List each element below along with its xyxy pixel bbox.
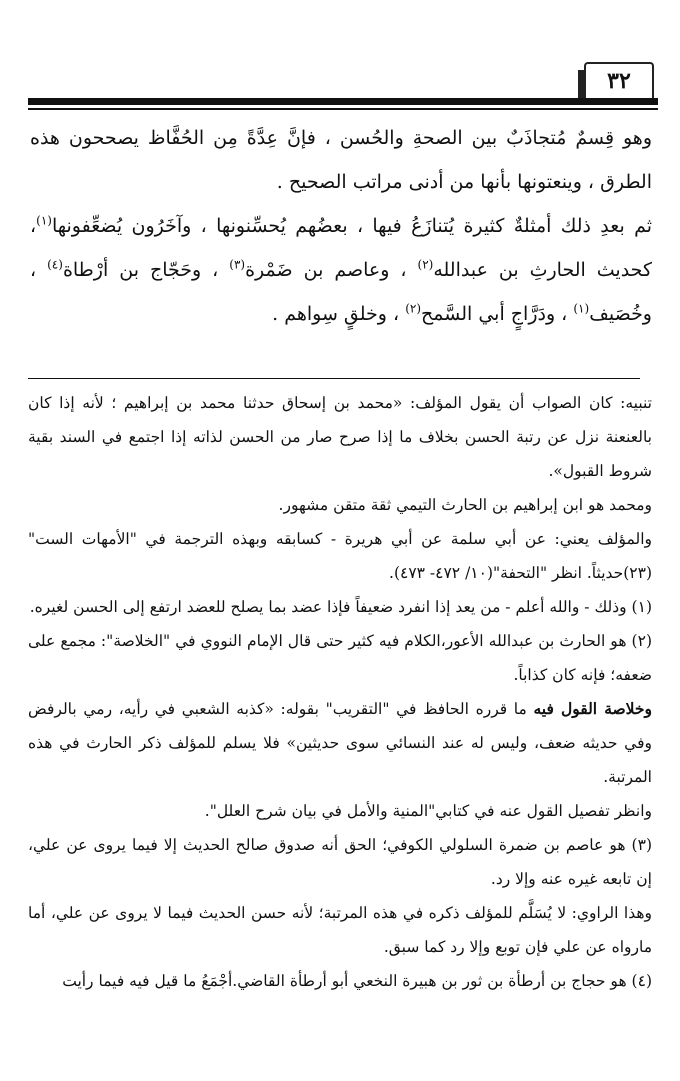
note-text: هو حجاج بن أرطأة بن ثور بن هبيرة النخعي أبو أرطأة القاضي.أجْمَعُ ما قيل فيه فيما رأيت: [62, 972, 632, 990]
footnote-separator: [28, 378, 640, 379]
page-number-tab: [584, 62, 654, 98]
footnotes: [28, 386, 652, 998]
note-text: هو الحارث بن عبدالله الأعور،الكلام فيه كثير حتى قال الإمام النووي في "الخلاصة": مجمع على ضعفه؛ فإنه كان كذاباً.: [28, 632, 652, 684]
footnote-ref-1: (١): [36, 213, 52, 228]
main-paragraph-1: وهو قِسمٌ مُتجاذَبٌ بين الصحةِ والحُسن ، فإنَّ عِدَّةً مِن الحُفَّاظ يصححون هذه الطرق ، وينعتونها بأنها من أدنى مراتب الصحيح .: [30, 127, 652, 193]
main-text-run: ، وحَجّاج بن أرْطاة: [62, 259, 230, 281]
note-unzur: وانظر تفصيل القول عنه في كتابي"المنية والأمل في بيان شرح العلل".: [204, 802, 652, 820]
footnote-number: (٤): [631, 972, 652, 990]
note-label: وخلاصة القول فيه: [533, 699, 653, 718]
main-text: [30, 116, 652, 336]
footnote-2: [28, 624, 652, 692]
note-muhammad: ومحمد هو ابن إبراهيم بن الحارث التيمي ثقة متقن مشهور.: [278, 496, 652, 514]
footnote-number: (١): [631, 598, 652, 616]
note-rawi: وهذا الراوي: لا يُسَلَّم للمؤلف ذكره في هذه المرتبة؛ لأنه حسن الحديث فيما لا يروى عن علي، أما مارواه عن علي فإن توبع وإلا رد كما سبق.: [28, 904, 652, 956]
header-rule-thin: [28, 108, 658, 110]
header-rule: [28, 98, 658, 105]
footnote-3: [28, 828, 652, 896]
note-text: وذلك - والله أعلم - من يعد إذا انفرد ضعيفاً فإذا عضد بما يصلح للعضد ارتفع إلى الحسن لغيره.: [29, 598, 632, 616]
main-text-run: ، وعاصم بن ضَمْرة: [245, 259, 418, 281]
main-text-run: ، ودَرَّاجٍ أبي السَّمح: [421, 303, 574, 325]
main-text-run: ، وخُصَيف: [30, 259, 652, 325]
note-label: تنبيه:: [620, 394, 652, 412]
footnote-ref-3: (٣): [229, 257, 246, 272]
footnote-4: [28, 964, 652, 998]
note-muallif: والمؤلف يعني: عن أبي سلمة عن أبي هريرة - كسابقه وبهذه الترجمة في "الأمهات الست"(٢٣)حديثاً. انظر "التحفة"(١٠/ ٤٧٢- ٤٧٣).: [28, 530, 652, 582]
page-number: ٣٢: [607, 68, 631, 94]
main-text-run: ، وخلقٍ سِواهم .: [272, 303, 406, 325]
main-text-run: ، كحديث الحارثِ بن عبدالله: [30, 215, 652, 281]
note-text: كان الصواب أن يقول المؤلف: «محمد بن إسحاق حدثنا محمد بن إبراهيم ؛ لأنه إذا كان بالعنعنة نزل عن رتبة الحسن بخلاف ما إذا صرح صار من الحسن لذاته إذا اجتمع في السند بقية شروط القبول».: [28, 394, 652, 480]
footnote-ref-5: (١): [573, 301, 590, 316]
main-paragraph-2: [30, 204, 652, 336]
footnote-number: (٣): [631, 836, 652, 854]
note-tanbih: [28, 386, 652, 488]
footnote-1: [28, 590, 652, 624]
note-text: ما قرره الحافظ في "التقريب" بقوله: «كذبه الشعبي في رأيه، رمي بالرفض وفي حديثه ضعف، وليس له عند النسائي سوى حديثين» فلا يسلم للمؤلف ذكر الحارث في هذه المرتبة.: [28, 700, 652, 786]
footnote-ref-6: (٢): [405, 301, 422, 316]
footnote-ref-4: (٤): [47, 257, 63, 272]
footnote-ref-2: (٢): [417, 257, 434, 272]
footnote-number: (٢): [631, 632, 652, 650]
note-text: هو عاصم بن ضمرة السلولي الكوفي؛ الحق أنه صدوق صالح الحديث إلا فيما يروى عن علي، إن تابعه غيره عنه وإلا رد.: [28, 836, 652, 888]
main-text-run: ثم بعدِ ذلك أمثلةٌ كثيرة يُتنازَعُ فيها ، بعضُهم يُحسِّنونها ، وآخَرُون يُضعِّفونها: [51, 215, 652, 237]
note-khulasa: [28, 692, 652, 794]
